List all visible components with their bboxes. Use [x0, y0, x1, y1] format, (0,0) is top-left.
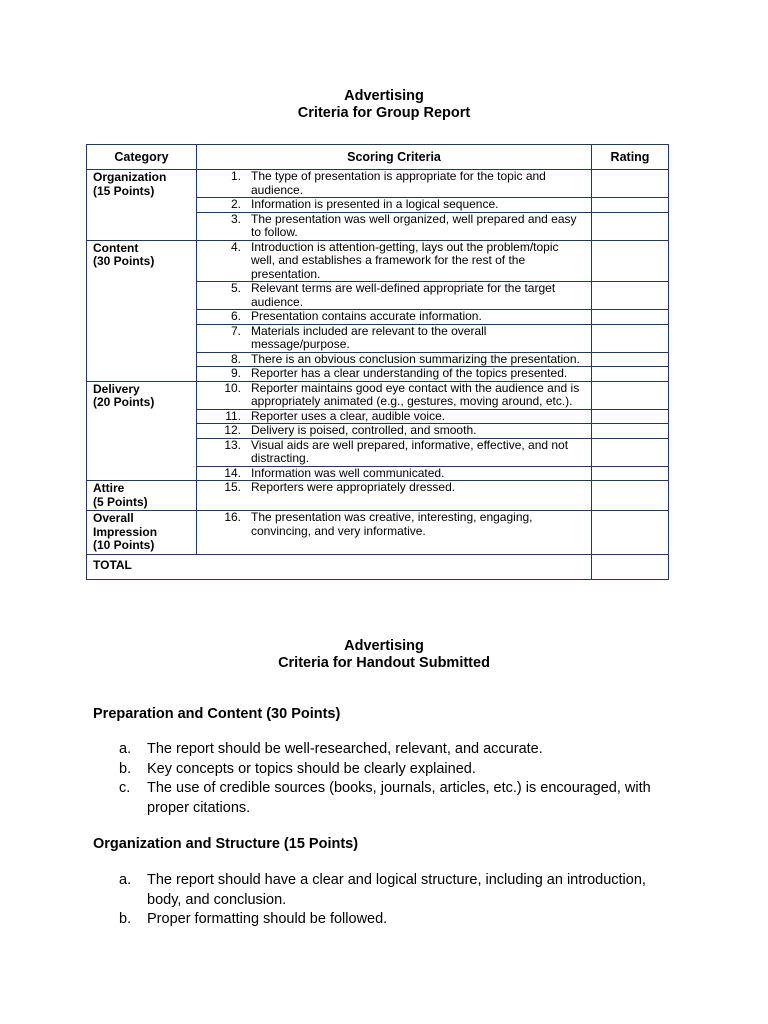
list-marker: b. — [119, 760, 132, 777]
rating-cell[interactable] — [592, 466, 669, 481]
category-points: (30 Points) — [93, 254, 155, 268]
criterion-text: Delivery is poised, controlled, and smooth. — [251, 423, 477, 437]
criterion-cell — [197, 409, 592, 424]
criterion-text: The presentation was well organized, well prepared and easy to follow. — [251, 211, 577, 239]
criterion-number: 6. — [230, 309, 241, 323]
criterion-number: 4. — [230, 239, 241, 254]
list-text: The report should be well-researched, relevant, and accurate. — [147, 741, 543, 757]
table-row — [87, 481, 669, 511]
criterion-number: 15. — [224, 480, 241, 494]
list-item — [93, 779, 673, 818]
criterion-text: The type of presentation is appropriate for the topic and audience. — [251, 169, 546, 197]
list-text: Proper formatting should be followed. — [147, 911, 388, 927]
category-cell — [87, 481, 197, 511]
criterion-number: 5. — [230, 281, 241, 295]
criterion-text: Reporter uses a clear, audible voice. — [251, 408, 446, 423]
criterion-number: 2. — [230, 197, 241, 211]
criterion-number: 16. — [224, 510, 241, 524]
criterion-text: Relevant terms are well-defined appropriate for the target audience. — [251, 281, 556, 309]
list-text: The use of credible sources (books, journals, articles, etc.) is encouraged, with proper citations. — [147, 780, 651, 816]
category-name: Organization — [93, 170, 167, 184]
section-heading-preparation: Preparation and Content (30 Points) — [93, 706, 341, 722]
criterion-cell — [197, 511, 592, 555]
rating-cell[interactable] — [592, 310, 669, 325]
criterion-text: The presentation was creative, interesting, engaging, convincing, and very informative. — [251, 510, 533, 538]
category-name: Content — [93, 240, 139, 255]
criterion-number: 13. — [224, 437, 241, 452]
category-name-cont: Impression — [93, 524, 158, 539]
rating-cell[interactable] — [592, 198, 669, 213]
preparation-list — [93, 740, 673, 818]
category-points: (20 Points) — [93, 395, 155, 409]
handout-title-line1: Advertising — [344, 638, 424, 654]
table-header-row — [87, 145, 669, 170]
criterion-cell — [197, 198, 592, 213]
list-item — [93, 910, 673, 930]
criterion-number: 9. — [230, 366, 241, 380]
report-title — [0, 88, 768, 122]
rating-cell[interactable] — [592, 409, 669, 424]
rating-cell[interactable] — [592, 170, 669, 198]
organization-list — [93, 871, 673, 930]
criterion-number: 1. — [230, 169, 241, 183]
category-cell — [87, 170, 197, 241]
rating-cell[interactable] — [592, 381, 669, 409]
criterion-cell — [197, 367, 592, 382]
category-cell — [87, 511, 197, 555]
criterion-text: Presentation contains accurate information. — [251, 309, 482, 323]
criterion-cell — [197, 352, 592, 367]
criterion-cell — [197, 310, 592, 325]
criterion-text: Reporters were appropriately dressed. — [251, 480, 456, 494]
criterion-text: Materials included are relevant to the overall message/purpose. — [251, 323, 487, 351]
table-row — [87, 511, 669, 555]
criterion-cell — [197, 438, 592, 466]
criterion-cell — [197, 170, 592, 198]
section-heading-organization: Organization and Structure (15 Points) — [93, 836, 359, 852]
criterion-cell — [197, 424, 592, 439]
rating-cell[interactable] — [592, 324, 669, 352]
criterion-cell — [197, 466, 592, 481]
criterion-text: Reporter has a clear understanding of the topics presented. — [251, 366, 568, 380]
criterion-text: Reporter maintains good eye contact with the audience and is appropriately animated (e.g., gestures, moving around, etc.). — [251, 380, 580, 408]
header-category: Category — [87, 145, 197, 170]
rating-cell[interactable] — [592, 511, 669, 555]
criterion-text: There is an obvious conclusion summarizing the presentation. — [251, 351, 580, 366]
table-row — [87, 240, 669, 282]
list-marker: b. — [119, 911, 132, 927]
total-row — [87, 554, 669, 579]
rating-cell[interactable] — [592, 240, 669, 282]
criterion-number: 3. — [230, 211, 241, 226]
report-title-line2: Criteria for Group Report — [297, 105, 471, 121]
criterion-number: 11. — [225, 408, 241, 423]
list-item — [93, 871, 673, 910]
criterion-text: Information was well communicated. — [251, 465, 445, 480]
header-scoring-criteria: Scoring Criteria — [197, 145, 592, 170]
rating-cell[interactable] — [592, 367, 669, 382]
criterion-number: 7. — [230, 323, 241, 338]
criterion-cell — [197, 282, 592, 310]
rating-cell[interactable] — [592, 282, 669, 310]
list-item — [93, 740, 673, 760]
criterion-number: 12. — [224, 423, 241, 437]
rating-cell[interactable] — [592, 438, 669, 466]
category-name: Delivery — [93, 381, 140, 396]
criteria-table — [86, 144, 669, 580]
criterion-number: 8. — [230, 351, 241, 366]
criterion-text: Introduction is attention-getting, lays out the problem/topic well, and establishes a framework for the rest of the presentation. — [251, 239, 559, 281]
criterion-number: 10. — [224, 380, 241, 395]
handout-title — [0, 638, 768, 672]
category-name: Overall — [93, 511, 134, 525]
list-marker: c. — [119, 780, 131, 796]
criterion-text: Information is presented in a logical sequence. — [251, 197, 499, 211]
criterion-cell — [197, 324, 592, 352]
criterion-text: Visual aids are well prepared, informative, effective, and not distracting. — [251, 437, 569, 465]
rating-cell[interactable] — [592, 424, 669, 439]
category-points: (5 Points) — [93, 494, 148, 509]
criterion-cell — [197, 240, 592, 282]
list-text: The report should have a clear and logical structure, including an introduction, body, and conclusion. — [147, 872, 646, 908]
total-label: TOTAL — [87, 554, 592, 579]
list-marker: a. — [119, 872, 132, 888]
rating-cell[interactable] — [592, 212, 669, 240]
category-cell — [87, 381, 197, 481]
report-title-line1: Advertising — [344, 88, 424, 104]
rating-cell[interactable] — [592, 352, 669, 367]
total-rating-cell[interactable] — [592, 554, 669, 579]
list-item — [93, 760, 673, 780]
criterion-cell — [197, 212, 592, 240]
list-marker: a. — [119, 741, 132, 757]
category-points: (10 Points) — [93, 538, 155, 552]
criterion-number: 14. — [224, 465, 241, 480]
header-rating: Rating — [592, 145, 669, 170]
handout-title-line2: Criteria for Handout Submitted — [278, 655, 490, 671]
category-name: Attire — [93, 481, 125, 495]
criterion-cell — [197, 481, 592, 511]
table-row — [87, 381, 669, 409]
category-cell — [87, 240, 197, 381]
table-row — [87, 170, 669, 198]
category-points: (15 Points) — [93, 183, 155, 198]
rating-cell[interactable] — [592, 481, 669, 511]
criterion-cell — [197, 381, 592, 409]
list-text: Key concepts or topics should be clearly explained. — [147, 760, 476, 777]
